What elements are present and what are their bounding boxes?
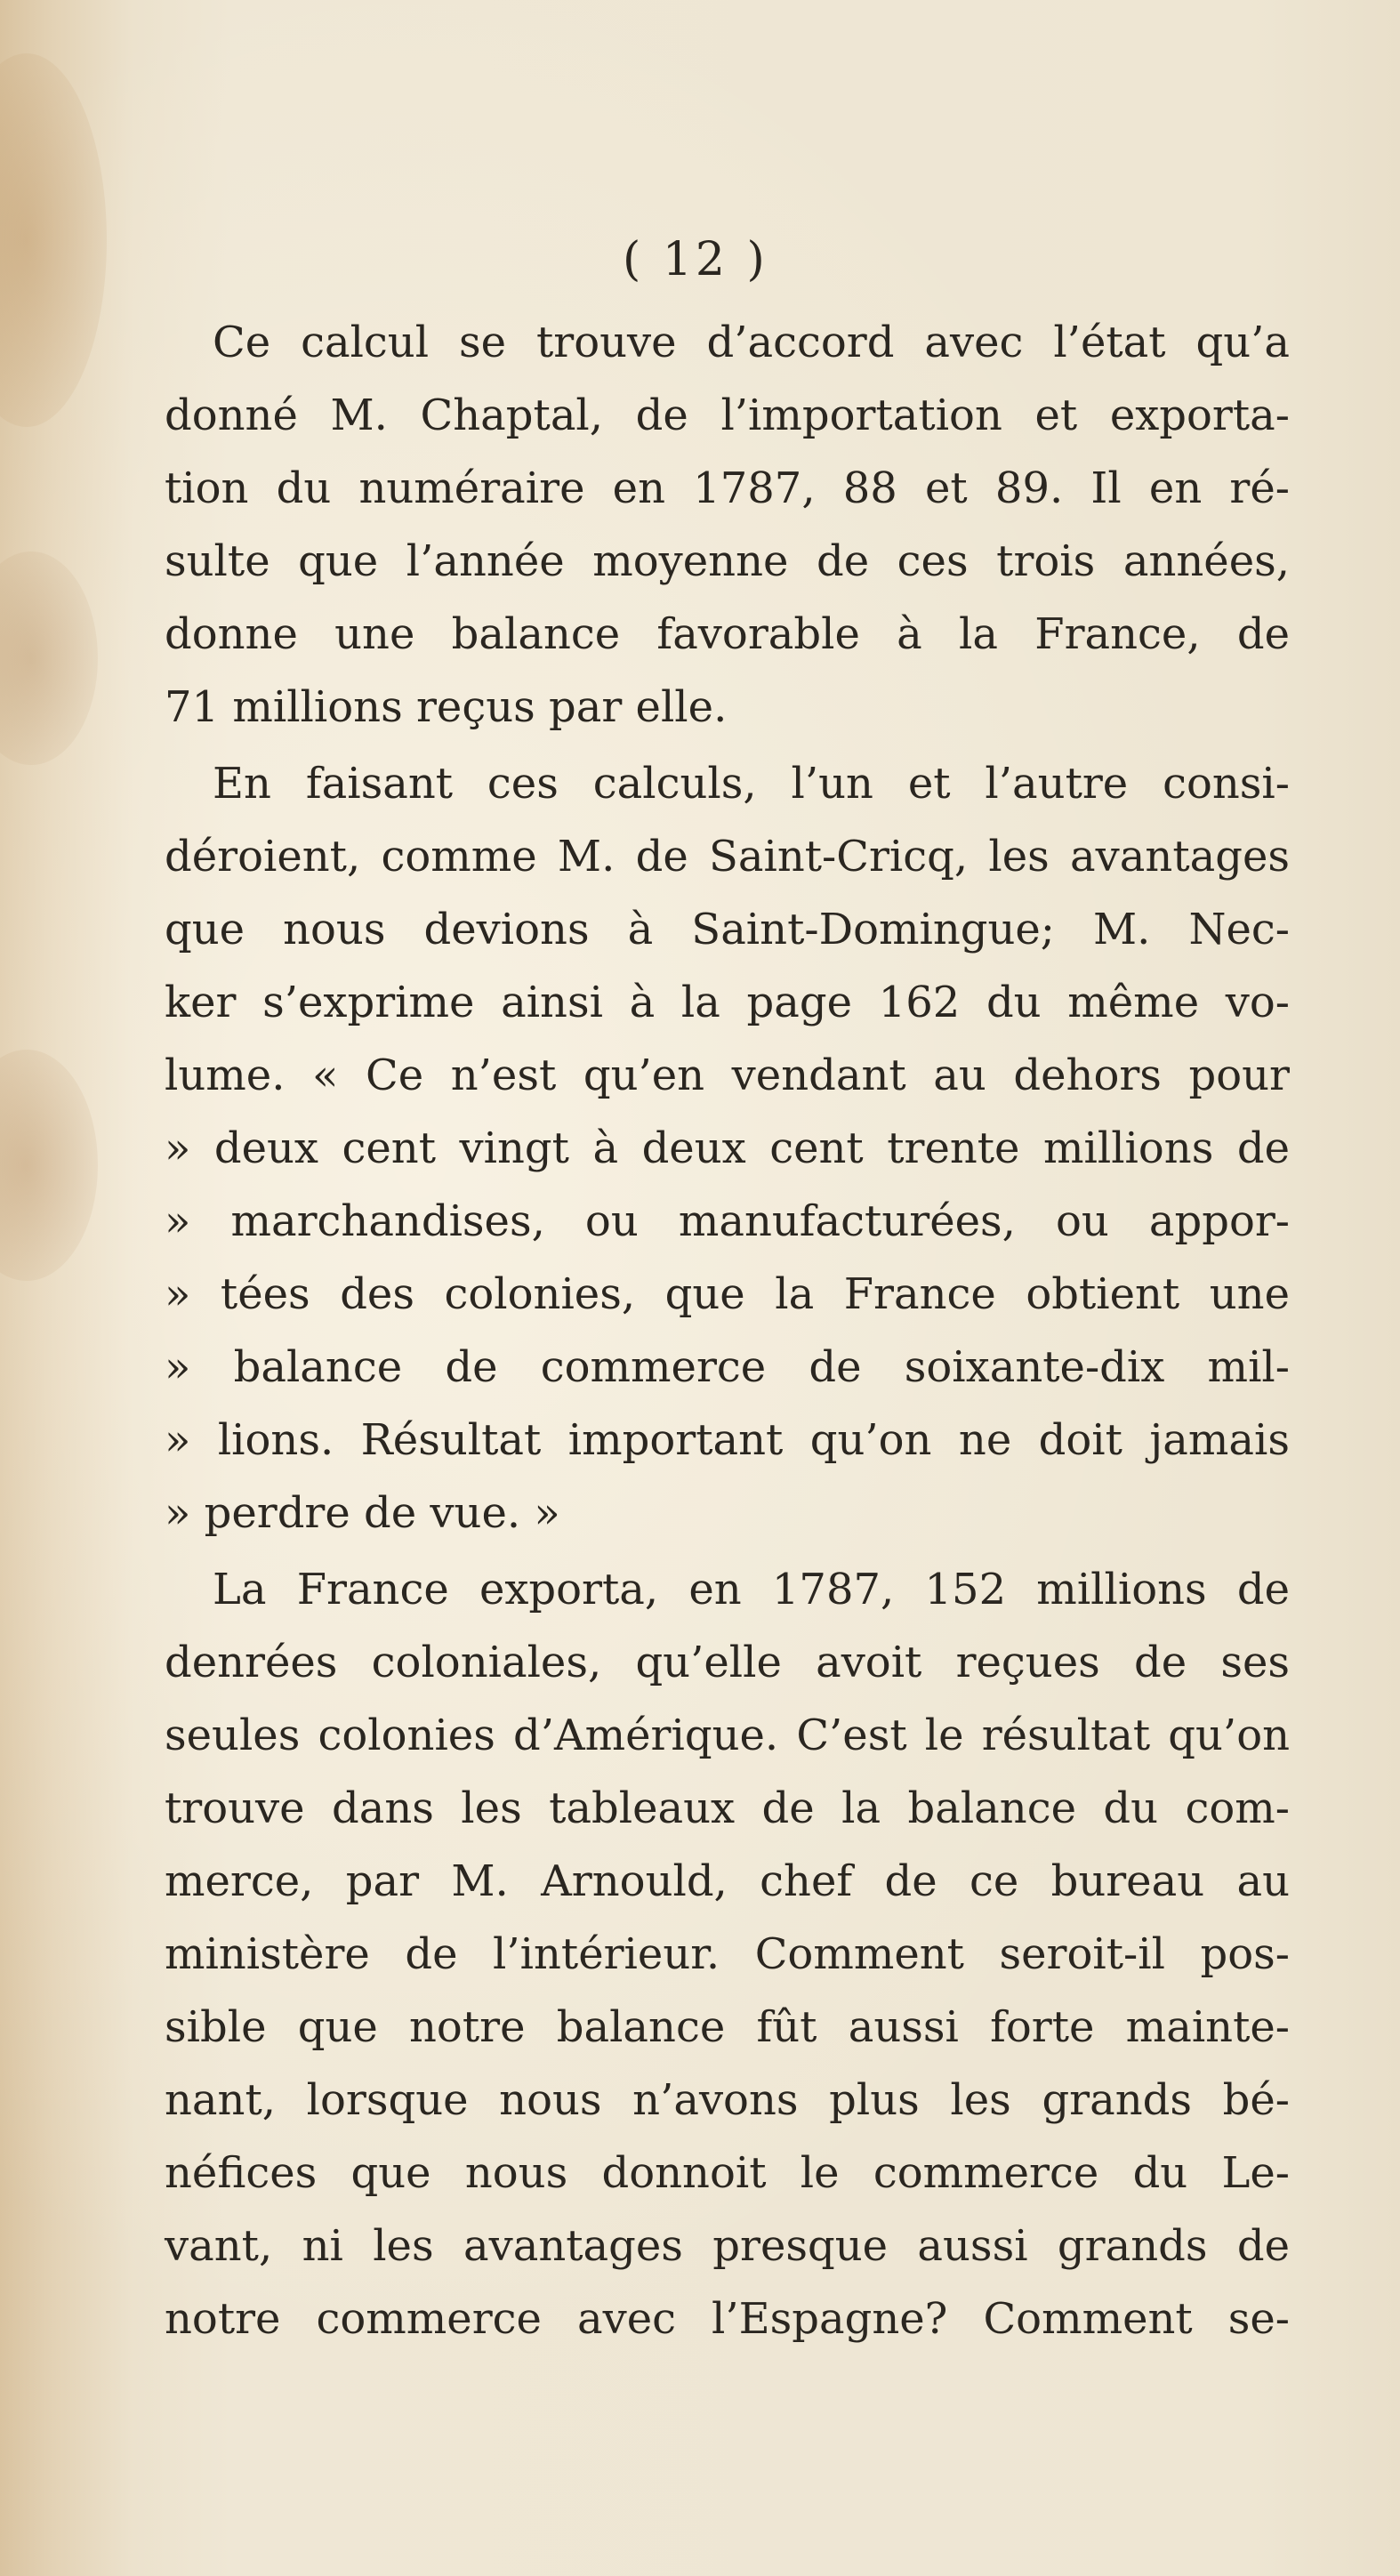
paper-stain: [0, 1050, 98, 1281]
text-line: » balance de commerce de soixante-dix mil-: [165, 1342, 1290, 1392]
text-line: trouve dans les tableaux de la balance du com-: [165, 1783, 1290, 1833]
text-line: La France exporta, en 1787, 152 millions de: [213, 1565, 1290, 1614]
text-line: En faisant ces calculs, l’un et l’autre consi-: [213, 759, 1290, 809]
text-line: ker s’exprime ainsi à la page 162 du même vo-: [165, 978, 1290, 1027]
text-line: 71 millions reçus par elle.: [165, 682, 728, 732]
text-line: lume. « Ce n’est qu’en vendant au dehors pour: [165, 1051, 1290, 1100]
text-line: sulte que l’année moyenne de ces trois années,: [165, 536, 1290, 586]
text-line: sible que notre balance fût aussi forte mainte-: [165, 2002, 1290, 2052]
text-line: donné M. Chaptal, de l’importation et exporta-: [165, 390, 1290, 440]
text-line: ministère de l’intérieur. Comment seroit-il pos-: [165, 1929, 1290, 1979]
text-line: » perdre de vue. »: [165, 1488, 560, 1538]
text-line: vant, ni les avantages presque aussi grands de: [165, 2221, 1290, 2271]
text-line: » tées des colonies, que la France obtient une: [165, 1269, 1290, 1319]
text-line: » lions. Résultat important qu’on ne doit jamais: [165, 1415, 1290, 1465]
text-line: donne une balance favorable à la France, de: [165, 609, 1290, 659]
text-line: merce, par M. Arnould, chef de ce bureau au: [165, 1856, 1290, 1906]
text-line: » marchandises, ou manufacturées, ou appor-: [165, 1196, 1290, 1246]
text-line: notre commerce avec l’Espagne? Comment se-: [165, 2294, 1290, 2344]
text-line: Ce calcul se trouve d’accord avec l’état qu’a: [213, 318, 1290, 367]
text-line: seules colonies d’Amérique. C’est le résultat qu’on: [165, 1711, 1290, 1760]
text-line: nant, lorsque nous n’avons plus les grands bé-: [165, 2075, 1290, 2125]
paper-stain: [0, 53, 107, 427]
text-line: néfices que nous donnoit le commerce du Le-: [165, 2148, 1290, 2198]
page-number: ( 12 ): [623, 233, 768, 286]
text-line: » deux cent vingt à deux cent trente millions de: [165, 1123, 1290, 1173]
text-line: que nous devions à Saint-Domingue; M. Nec-: [165, 905, 1290, 954]
text-line: déroient, comme M. de Saint-Cricq, les avantages: [165, 832, 1290, 881]
paper-stain: [0, 551, 98, 765]
text-line: denrées coloniales, qu’elle avoit reçues de ses: [165, 1638, 1290, 1687]
text-line: tion du numéraire en 1787, 88 et 89. Il en ré-: [165, 463, 1290, 513]
